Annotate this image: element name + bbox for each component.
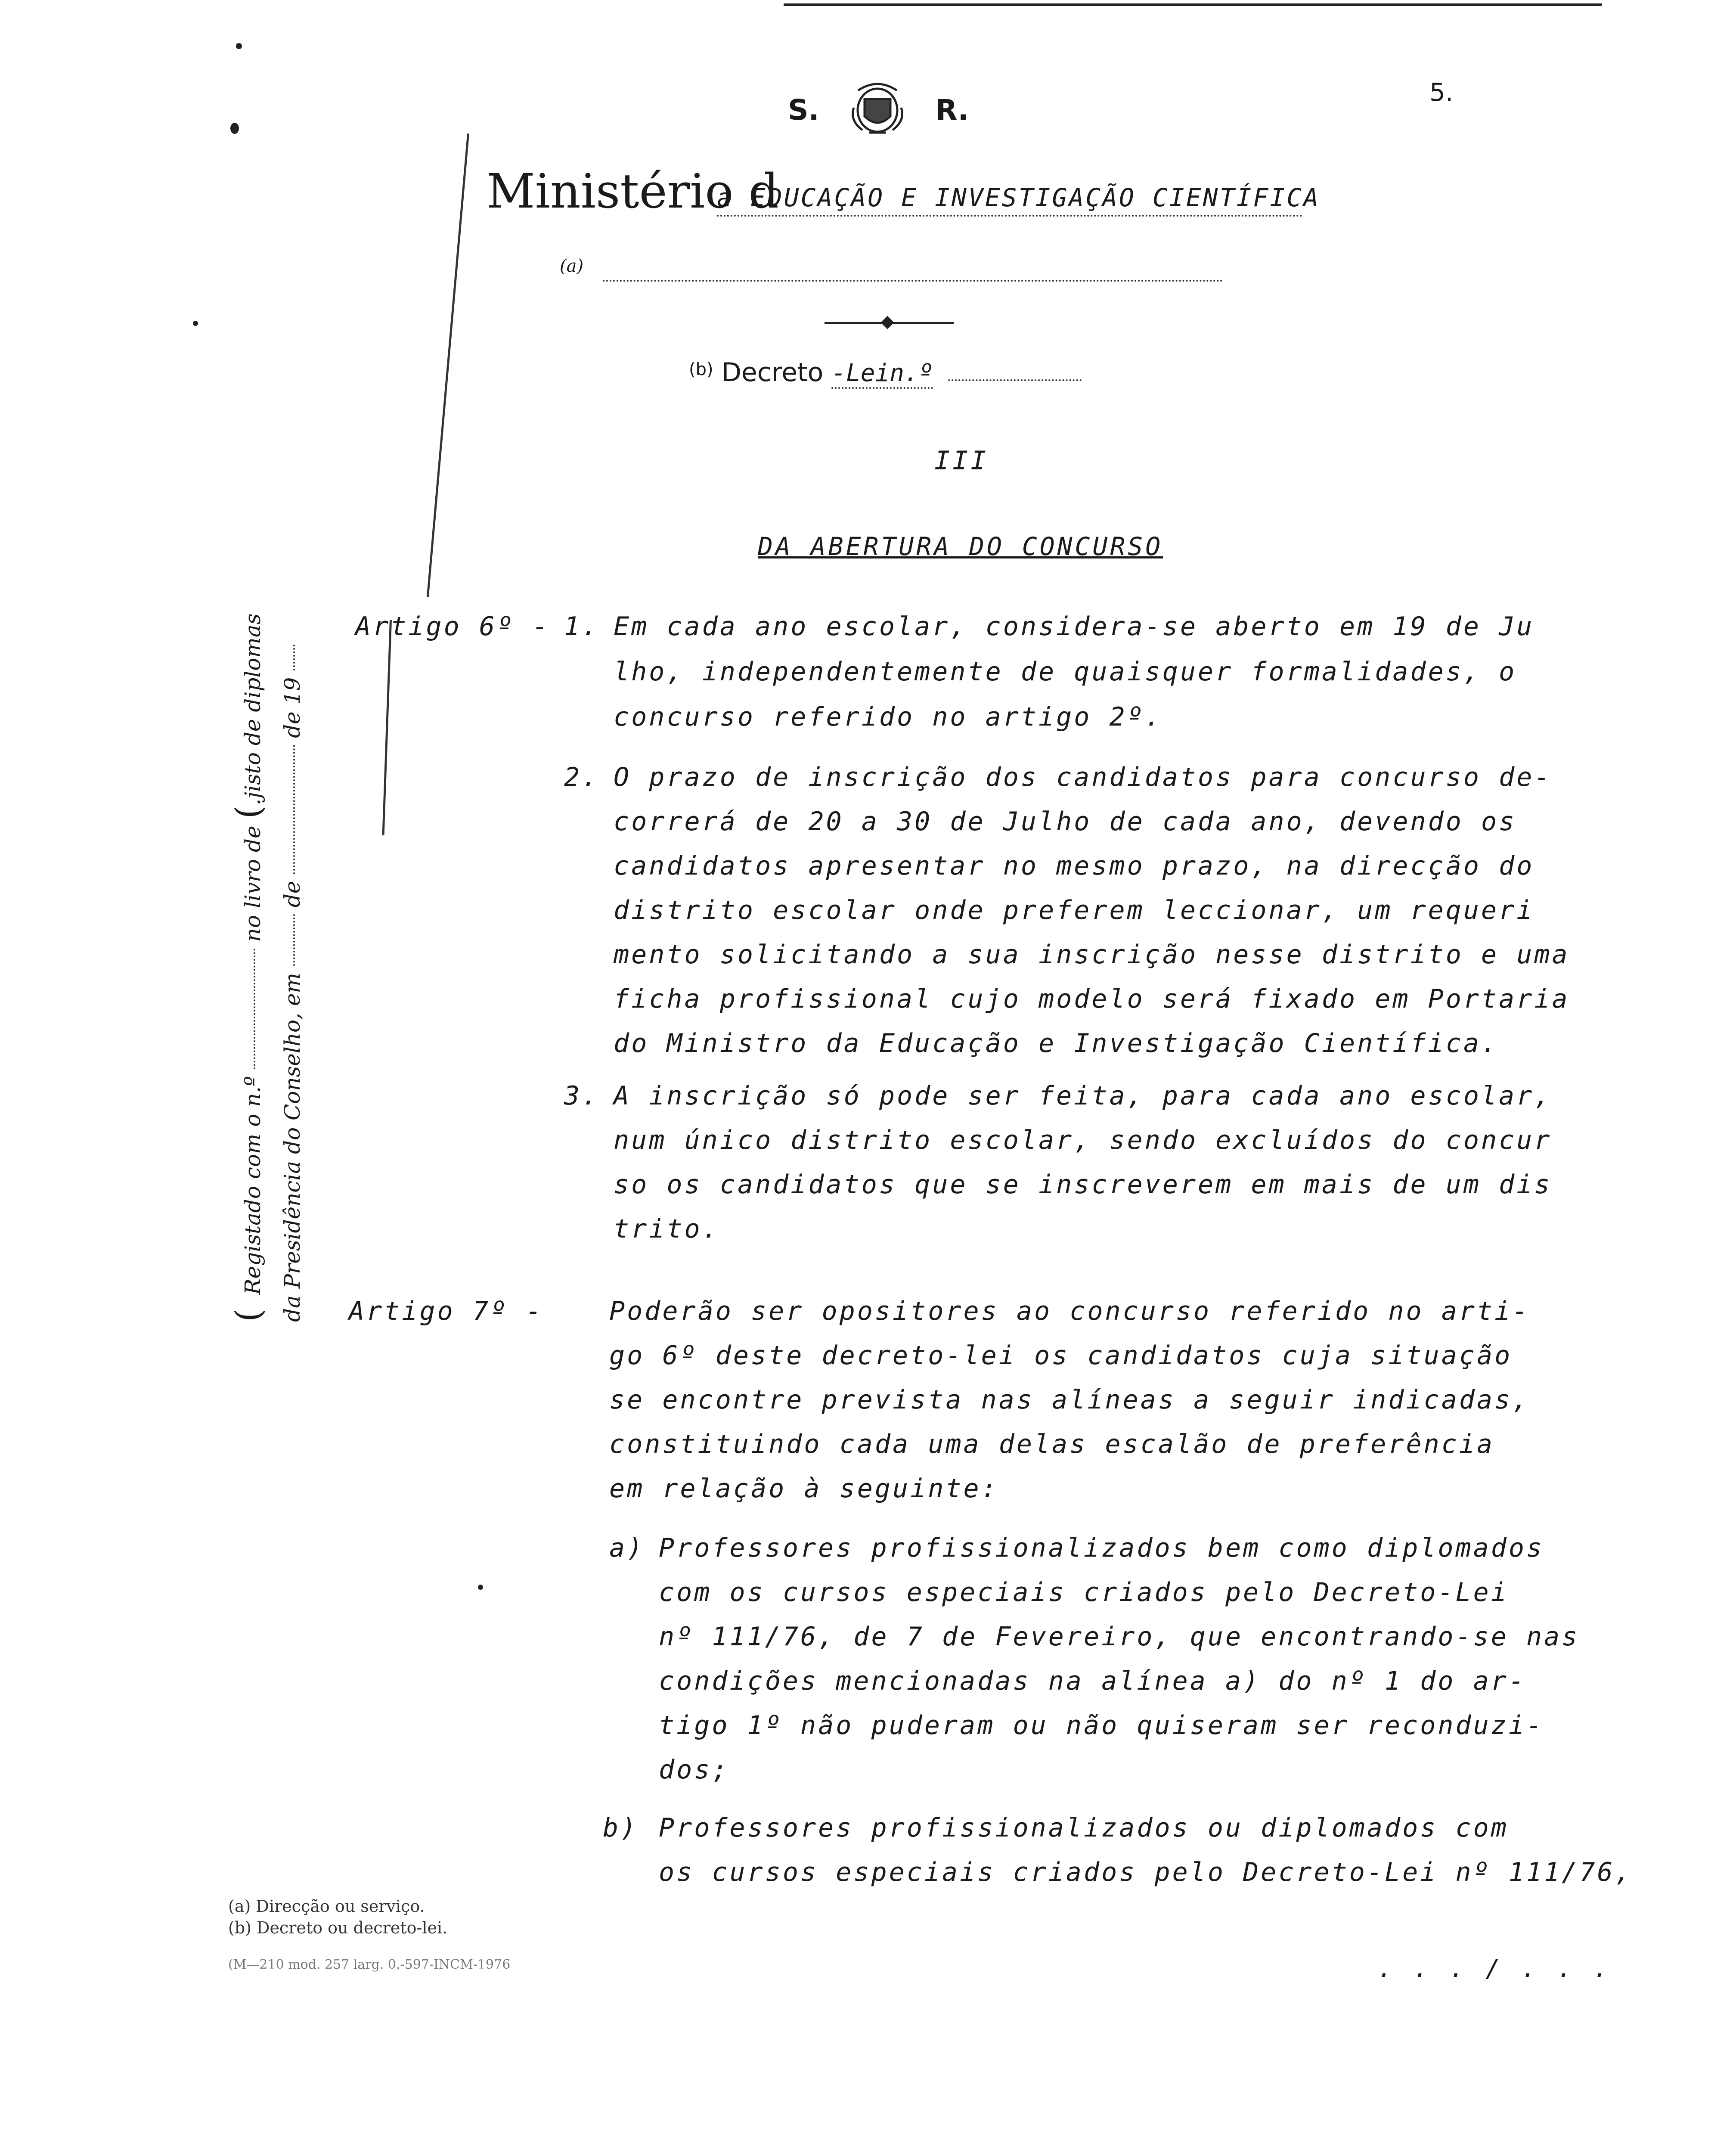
presidency-de: de xyxy=(280,881,305,908)
paragraph-line: nº 111/76, de 7 de Fevereiro, que encontrando-se nas xyxy=(659,1622,1580,1652)
paragraph-line: go 6º deste decreto-lei os candidatos cuja situação xyxy=(609,1340,1513,1371)
imprint: (M—210 mod. 257 larg. 0.-597-INCM-1976 xyxy=(228,1957,511,1972)
paragraph-line: mento solicitando a sua inscrição nesse distrito e uma xyxy=(614,940,1570,970)
ministry-department: a EDUCAÇÃO E INVESTIGAÇÃO CIENTÍFICA xyxy=(717,183,1302,217)
ministry-title: Ministério d xyxy=(487,164,779,219)
paragraph-line: concurso referido no artigo 2º. xyxy=(614,702,1162,732)
paragraph-line: num único distrito escolar, sendo excluídos do concur xyxy=(614,1125,1552,1155)
paragraph-line: correrá de 20 a 30 de Julho de cada ano, devendo os xyxy=(614,807,1517,837)
paragraph-line: tigo 1º não puderam ou não quiseram ser reconduzi- xyxy=(659,1710,1544,1740)
paragraph-line: trito. xyxy=(614,1214,720,1244)
diamond-ornament-icon xyxy=(880,316,894,329)
paragraph-line: Professores profissionalizados bem como diplomados xyxy=(659,1533,1544,1563)
decree-line xyxy=(689,357,1082,388)
paragraph-line: condições mencionadas na alínea a) do nº 1 do ar- xyxy=(659,1666,1527,1696)
item-b-label: b) xyxy=(603,1813,639,1843)
paragraph-line: Em cada ano escolar, considera-se aberto em 19 de Ju xyxy=(614,611,1534,642)
registry-note-line2 xyxy=(280,645,305,1322)
article-6-p3-number: 3. xyxy=(564,1081,600,1111)
speck xyxy=(230,123,239,134)
article-7-label: Artigo 7º - xyxy=(349,1296,544,1326)
margin-rule xyxy=(382,620,392,835)
presidency-label: da Presidência do Conselho, em xyxy=(280,973,305,1322)
decree-word: Decreto xyxy=(721,357,824,388)
article-6-label: Artigo 6º - xyxy=(355,611,550,642)
margin-rule xyxy=(427,133,469,597)
speck xyxy=(236,43,242,49)
paragraph-line: A inscrição só pode ser feita, para cada ano escolar, xyxy=(614,1081,1552,1111)
section-number: III xyxy=(934,446,989,476)
top-rule xyxy=(784,3,1602,6)
s-letter: S. xyxy=(788,93,819,127)
paragraph-line: lho, independentemente de quaisquer formalidades, o xyxy=(614,657,1517,687)
paragraph-line: com os cursos especiais criados pelo Decreto-Lei xyxy=(659,1577,1509,1607)
decree-number-line xyxy=(948,379,1082,381)
registry-label: Registado com o n.º xyxy=(240,1076,265,1295)
speck xyxy=(478,1585,483,1590)
footnote-b: (b) Decreto ou decreto-lei. xyxy=(228,1918,448,1937)
paragraph-line: ficha profissional cujo modelo será fixado em Portaria xyxy=(614,984,1570,1014)
paragraph-line: O prazo de inscrição dos candidatos para concurso de- xyxy=(614,762,1552,792)
paragraph-line: distrito escolar onde preferem leccionar, um requeri xyxy=(614,895,1534,925)
paragraph-line: Professores profissionalizados ou diplomados com xyxy=(659,1813,1509,1843)
paragraph-line: Poderão ser opositores ao concurso referido no arti- xyxy=(609,1296,1530,1326)
paragraph-line: se encontre prevista nas alíneas a seguir indicadas, xyxy=(609,1385,1530,1415)
paragraph-line: em relação à seguinte: xyxy=(609,1474,999,1504)
paragraph-line: candidatos apresentar no mesmo prazo, na direcção do xyxy=(614,851,1534,881)
article-6-p2-number: 2. xyxy=(564,762,600,792)
field-a-line xyxy=(603,280,1223,282)
field-b-label: (b) xyxy=(689,360,713,379)
registry-book: no livro de xyxy=(240,825,265,942)
header-sr xyxy=(788,82,969,138)
registry-diploma: .jisto de diplomas xyxy=(240,613,265,806)
paragraph-line: dos; xyxy=(659,1755,730,1785)
paragraph-line: os cursos especiais criados pelo Decreto-Lei nº 111/76, xyxy=(659,1857,1633,1887)
item-a-label: a) xyxy=(609,1533,645,1563)
registry-note-line1: ( Registado com o n.º no livro de (.jisto de diplomas xyxy=(228,613,268,1322)
footnote-a: (a) Direcção ou serviço. xyxy=(228,1897,425,1916)
field-a-label: (a) xyxy=(560,256,584,276)
page-number: 5. xyxy=(1429,78,1454,107)
r-letter: R. xyxy=(935,93,969,127)
paragraph-line: constituindo cada uma delas escalão de preferência xyxy=(609,1429,1495,1459)
continued-marker: . . . / . . . xyxy=(1378,1955,1612,1983)
section-heading: DA ABERTURA DO CONCURSO xyxy=(758,532,1163,561)
decree-lei: -Lein.º xyxy=(831,359,933,389)
paragraph-line: so os candidatos que se inscreverem em mais de um dis xyxy=(614,1170,1552,1200)
coat-of-arms-icon xyxy=(845,82,910,138)
speck xyxy=(193,321,198,326)
paragraph-line: do Ministro da Educação e Investigação Científica. xyxy=(614,1028,1499,1058)
article-6-p1-number: 1. xyxy=(564,611,600,642)
presidency-year: de 19 xyxy=(280,677,305,738)
